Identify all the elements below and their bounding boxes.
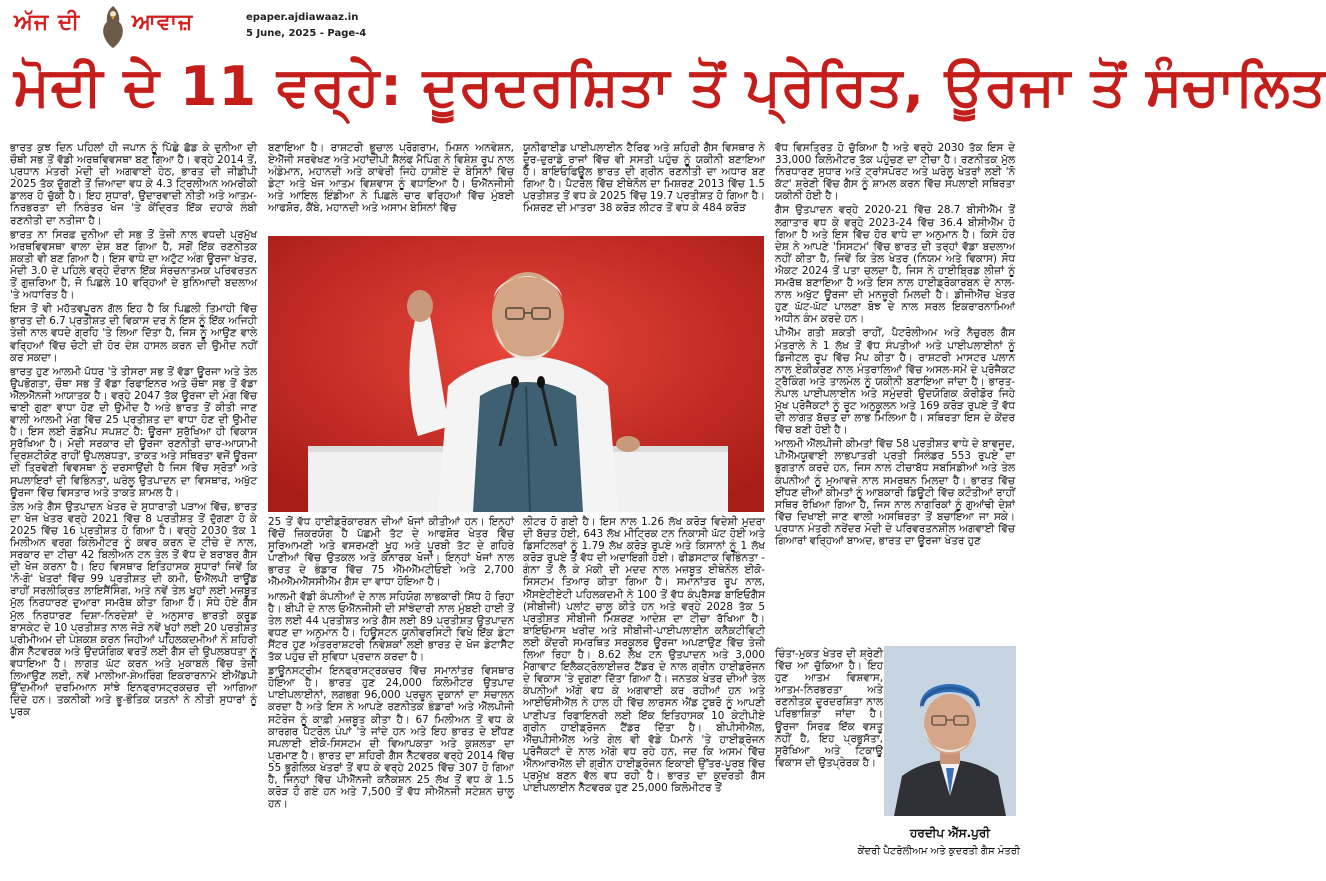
- paragraph: ਆਲਮੀ ਵੱਡੀ ਕੰਪਨੀਆਂ ਦੇ ਨਾਲ ਸਹਿਯੋਗ ਲਾਭਕਾਰੀ ਸਿੱਧ ਹੋ ਰਿਹਾ ਹੈ। ਬੀਪੀ ਦੇ ਨਾਲ ਓਐੱਨਜੀਸੀ ਦੀ ਸਾਂਝੇਦਾਰੀ ਨਾਲ ਮੁੰਬਈ ਹਾਈ ਤੋਂ ਤੇਲ ਲਈ 44 ਪ੍ਰਤੀਸ਼ਤ ਅਤੇ ਗੈਸ ਲਈ 89 ਪ੍ਰਤੀਸ਼ਤ ਉਤਪਾਦਨ ਵਧਣ ਦਾ ਅਨੁਮਾਨ ਹੈ। ਹਿਊਸਟਨ ਯੂਨੀਵਰਸਿਟੀ ਵਿਖੇ ਇੱਕ ਡੇਟਾ ਸੈਂਟਰ ਹੁਣ ਅੰਤਰਰਾਸ਼ਟਰੀ ਨਿਵੇਸ਼ਕਾਂ ਲਈ ਭਾਰਤ ਦੇ ਖੋਜ ਡੇਟਾਸੈੱਟ ਤੱਕ ਪਹੁੰਚ ਦੀ ਸੁਵਿਧਾ ਪ੍ਰਦਾਨ ਕਰਦਾ ਹੈ।: [268, 590, 514, 664]
- masthead-url[interactable]: epaper.ajdiawaaz.in: [246, 12, 359, 23]
- paragraph: ਡਾਊਨਸਟ੍ਰੀਮ ਇਨਫ੍ਰਾਸਟ੍ਰਕਚਰ ਵਿੱਚ ਸਮਾਨਾਂਤਰ ਵਿਸਥਾਰ ਹੋਇਆ ਹੈ। ਭਾਰਤ ਹੁਣ 24,000 ਕਿਲੋਮੀਟਰ ਉਤਪਾਦ ਪਾਈਪਲਾਈਨਾਂ, ਲਗਭਗ 96,000 ਪ੍ਰਚੂਨ ਦੁਕਾਨਾਂ ਦਾ ਸੰਚਾਲਨ ਕਰਦਾ ਹੈ ਅਤੇ ਇਸ ਨੇ ਆਪਣੇ ਰਣਨੀਤਕ ਭੰਡਾਰਾਂ ਅਤੇ ਐੱਲਪੀਜੀ ਸਟੋਰੇਜ ਨੂੰ ਕਾਫ਼ੀ ਮਜ਼ਬੂਤ ਕੀਤਾ ਹੈ। 67 ਮਿਲੀਅਨ ਤੋਂ ਵਧ ਕੇ ਕਾਰਗਰ ਪੈਟਰੋਲ ਪੰਪਾਂ 'ਤੇ ਜਾਂਦੇ ਹਨ ਅਤੇ ਇਹ ਭਾਰਤ ਦੇ ਈਂਧਣ ਸਪਲਾਈ ਈਕੋ-ਸਿਸਟਮ ਦੀ ਵਿਆਪਕਤਾ ਅਤੇ ਕੁਸ਼ਲਤਾ ਦਾ ਪ੍ਰਮਾਣ ਹੈ। ਭਾਰਤ ਦਾ ਸ਼ਹਿਰੀ ਗੈਸ ਨੈੱਟਵਰਕ ਵਰ੍ਹੇ 2014 ਵਿੱਚ 55 ਭੂਗੋਲਿਕ ਖੇਤਰਾਂ ਤੋਂ ਵਧ ਕੇ ਵਰ੍ਹੇ 2025 ਵਿੱਚ 307 ਹੋ ਗਿਆ ਹੈ, ਜਿਨ੍ਹਾਂ ਵਿੱਚ ਪੀਐੱਨਜੀ ਕਨੈਕਸ਼ਨ 25 ਲੱਖ ਤੋਂ ਵਧ ਕੇ 1.5 ਕਰੋੜ ਹੋ ਗਏ ਹਨ ਅਤੇ 7,500 ਤੋਂ ਵੱਧ ਸੀਐੱਨਜੀ ਸਟੇਸ਼ਨ ਚਾਲੂ ਹਨ।: [268, 665, 514, 811]
- masthead: [14, 6, 434, 56]
- pm-speech-photo: [268, 236, 764, 512]
- article-column-3-bottom: [523, 516, 765, 874]
- paragraph: ਤੇਲ ਅਤੇ ਗੈਸ ਉਤਪਾਦਨ ਖੇਤਰ ਦੇ ਸੁਧਾਰਾਤੀ ਪੜਾਅ ਵਿੱਚ, ਭਾਰਤ ਦਾ ਖੋਜ ਖੇਤਰ ਵਰ੍ਹੇ 2021 ਵਿੱਚ 8 ਪ੍ਰਤੀਸ਼ਤ ਤੋਂ ਦੁੱਗਣਾ ਹੋ ਕੇ 2025 ਵਿੱਚ 16 ਪ੍ਰਤੀਸ਼ਤ ਹੋ ਗਿਆ ਹੈ। ਵਰ੍ਹੇ 2030 ਤੱਕ 1 ਮਿਲੀਅਨ ਵਰਗ ਕਿਲੋਮੀਟਰ ਨੂੰ ਕਵਰ ਕਰਨ ਦੇ ਟੀਚੇ ਦੇ ਨਾਲ, ਸਰਕਾਰ ਦਾ ਟੀਚਾ 42 ਬਿਲੀਅਨ ਟਨ ਤੇਲ ਤੋਂ ਵੱਧ ਦੇ ਬਰਾਬਰ ਗੈਸ ਦੀ ਖੋਜ ਕਰਨਾ ਹੈ। ਇਹ ਵਿਸਥਾਰ ਇਤਿਹਾਸਕ ਸੁਧਾਰਾਂ ਜਿਵੇਂ ਕਿ 'ਨੋ-ਗੋ' ਖੇਤਰਾਂ ਵਿੱਚ 99 ਪ੍ਰਤੀਸ਼ਤ ਦੀ ਕਮੀ, ਓਐੱਲਪੀ ਰਾਊਂਡ ਰਾਹੀਂ ਸਰਲੀਕ੍ਰਿਤ ਲਾਇਸੈਂਸਿੰਗ, ਅਤੇ ਨਵੇਂ ਤੇਲ ਖੂਹਾਂ ਲਈ ਮਜ਼ਬੂਤ ਮੁੱਲ ਨਿਰਧਾਰਣ ਦੁਆਰਾ ਸਮਰੱਥ ਕੀਤਾ ਗਿਆ ਹੈ। ਸੋਧੇ ਹੋਏ ਗੈਸ ਮੁੱਲ ਨਿਰਧਾਰਣ ਦਿਸ਼ਾ-ਨਿਰਦੇਸ਼ਾਂ ਦੇ ਅਨੁਸਾਰ ਭਾਰਤੀ ਕਰੂਡ ਬਾਸਕੇਟ ਦੇ 10 ਪ੍ਰਤੀਸ਼ਤ ਨਾਲ ਜੋੜੇ ਨਵੇਂ ਖੂਹਾਂ ਲਈ 20 ਪ੍ਰਤੀਸ਼ਤ ਪ੍ਰੀਮੀਅਮ ਦੀ ਪੇਸ਼ਕਸ਼ ਕਰਨ ਜਿਹੀਆਂ ਪਹਿਲਕਦਮੀਆਂ ਨੇ ਸ਼ਹਿਰੀ ਗੈਸ ਨੈੱਟਵਰਕ ਅਤੇ ਉਦਯੋਗਿਕ ਵਰਤੋਂ ਲਈ ਗੈਸ ਦੀ ਉਪਲਬਧਤਾ ਨੂੰ ਵਧਾਇਆ ਹੈ। ਲਾਗਤ ਘੱਟ ਕਰਨ ਅਤੇ ਮੁਕਾਬਲੇ ਵਿੱਚ ਤੇਜ਼ੀ ਲਿਆਉਣ ਲਈ, ਨਵੇਂ ਮਾਲੀਆ-ਸ਼ੇਅਰਿੰਗ ਇਕਰਾਰਨਾਮੇ ਈਐਂਡਪੀ ਉੱਦਮੀਆਂ ਦਰਮਿਆਨ ਸਾਂਝੇ ਇਨਫ੍ਰਾਸਟ੍ਰਕਚਰ ਦੀ ਆਗਿਆ ਦਿੰਦੇ ਹਨ। ਤਕਨੀਕੀ ਅਤੇ ਭੂ-ਭੌਤਿਕ ਯਤਨਾਂ ਨੇ ਨੀਤੀ ਸੁਧਾਰਾਂ ਨੂੰ ਪੂਰਕ: [10, 500, 257, 719]
- paragraph: 25 ਤੋਂ ਵੱਧ ਹਾਈਡ੍ਰੋਕਾਰਬਨ ਦੀਆਂ ਖੋਜਾਂ ਕੀਤੀਆਂ ਹਨ। ਇਨ੍ਹਾਂ ਵਿੱਚੋਂ ਜ਼ਿਕਰਯੋਗ ਹੈ ਪੱਛਮੀ ਤੱਟ ਦੇ ਆਫਸ਼ੋਰ ਖੇਤਰ ਵਿੱਚ ਸੂਰਿਆਮਣੀ ਅਤੇ ਵਸਰਮਣੀ ਖੂਹ ਅਤੇ ਪੂਰਬੀ ਤੱਟ ਦੇ ਗਹਿਰੇ ਪਾਣੀਆਂ ਵਿੱਚ ਉਤਕਲ ਅਤੇ ਕੋਨਾਰਕ ਖੋਜਾਂ। ਇਨ੍ਹਾਂ ਖੋਜਾਂ ਨਾਲ ਭਾਰਤ ਦੇ ਭੰਡਾਰ ਵਿੱਚ 75 ਐੱਮਐੱਮਟੀਓਈ ਅਤੇ 2,700 ਐੱਮਐੱਮਐੱਸਸੀਐੱਮ ਗੈਸ ਦਾ ਵਾਧਾ ਹੋਇਆ ਹੈ।: [268, 516, 514, 589]
- article-column-1: [10, 142, 257, 874]
- pm-speech-illustration: [268, 236, 764, 512]
- paragraph: ਭਾਰਤ ਹੁਣ ਆਲਮੀ ਪੱਧਰ 'ਤੇ ਤੀਸਰਾ ਸਭ ਤੋਂ ਵੱਡਾ ਊਰਜਾ ਅਤੇ ਤੇਲ ਉਪਭੋਗਤਾ, ਚੌਥਾ ਸਭ ਤੋਂ ਵੱਡਾ ਰਿਫਾਇਨਰ ਅਤੇ ਚੌਥਾ ਸਭ ਤੋਂ ਵੱਡਾ ਐੱਲਐੱਨਜੀ ਆਯਾਤਕ ਹੈ। ਵਰ੍ਹੇ 2047 ਤੱਕ ਊਰਜਾ ਦੀ ਮੰਗ ਵਿੱਚ ਢਾਈ ਗੁਣਾ ਵਾਧਾ ਹੋਣ ਦੀ ਉਮੀਦ ਹੈ ਅਤੇ ਭਾਰਤ ਤੋਂ ਕੀਤੀ ਜਾਣ ਵਾਲੀ ਆਲਮੀ ਮੰਗ ਵਿੱਚ 25 ਪ੍ਰਤੀਸ਼ਤ ਦਾ ਵਾਧਾ ਹੋਣ ਦੀ ਉਮੀਦ ਹੈ। ਇਸ ਲਈ ਰੋਡਮੈਪ ਸਪਸ਼ਟ ਹੈ: ਊਰਜਾ ਸੁਰੱਖਿਆ ਹੀ ਵਿਕਾਸ ਸੁਰੱਖਿਆ ਹੈ। ਮੋਦੀ ਸਰਕਾਰ ਦੀ ਊਰਜਾ ਰਣਨੀਤੀ ਚਾਰ-ਆਯਾਮੀ ਦ੍ਰਿਸ਼ਟੀਕੋਣ ਰਾਹੀਂ ਉਪਲਬਧਤਾ, ਤਾਕਤ ਅਤੇ ਸਥਿਰਤਾ ਵਜੋਂ ਊਰਜਾ ਦੀ ਤ੍ਰਿਵੇਣੀ ਵਿਵਸਥਾ ਨੂੰ ਦਰਸਾਉਂਦੀ ਹੈ ਜਿਸ ਵਿੱਚ ਸ੍ਰੋਤਾਂ ਅਤੇ ਸਪਲਾਇਰਾਂ ਦੀ ਵਿਭਿੰਨਤਾ, ਘਰੇਲੂ ਉਤਪਾਦਨ ਦਾ ਵਿਸਥਾਰ, ਅਖੁੱਟ ਊਰਜਾ ਵਿੱਚ ਵਿਸਤਾਰ ਅਤੇ ਤਾਕਤ ਸ਼ਾਮਲ ਹੈ।: [10, 365, 257, 499]
- paragraph: ਆਲਮੀ ਐੱਲਪੀਜੀ ਕੀਮਤਾਂ ਵਿੱਚ 58 ਪ੍ਰਤੀਸ਼ਤ ਵਾਧੇ ਦੇ ਬਾਵਜੂਦ, ਪੀਐੱਮਯੂਵਾਈ ਲਾਭਪਾਤਰੀ ਪ੍ਰਤੀ ਸਿਲੰਡਰ 553 ਰੁਪਏ ਦਾ ਭੁਗਤਾਨ ਕਰਦੇ ਹਨ, ਜਿਸ ਨਾਲ ਟੀਚਾਬੱਧ ਸਬਸਿਡੀਆਂ ਅਤੇ ਤੇਲ ਕੰਪਨੀਆਂ ਨੂੰ ਮੁਆਵਜ਼ੇ ਨਾਲ ਸਮਰਥਨ ਮਿਲਦਾ ਹੈ। ਭਾਰਤ ਵਿੱਚ ਈਂਧਣ ਦੀਆਂ ਕੀਮਤਾਂ ਨੂੰ ਆਬਕਾਰੀ ਡਿਊਟੀ ਵਿੱਚ ਕਟੌਤੀਆਂ ਰਾਹੀਂ ਸਥਿਰ ਰੱਖਿਆ ਗਿਆ ਹੈ, ਜਿਸ ਨਾਲ ਨਾਗਰਿਕਾਂ ਨੂੰ ਗੁਆਂਢੀ ਦੇਸ਼ਾਂ ਵਿੱਚ ਦਿਖਾਈ ਜਾਣ ਵਾਲੀ ਅਸਥਿਰਤਾ ਤੋਂ ਬਚਾਇਆ ਜਾ ਸਕੇ। ਪ੍ਰਧਾਨ ਮੰਤਰੀ ਨਰੇਂਦਰ ਮੋਦੀ ਦੇ ਪਰਿਵਰਤਨਸ਼ੀਲ ਅਗਵਾਈ ਵਿੱਚ ਗਿਆਰਾਂ ਵਰ੍ਹਿਆਂ ਬਾਅਦ, ਭਾਰਤ ਦਾ ਊਰਜਾ ਖੇਤਰ ਹੁਣ: [775, 438, 1015, 547]
- author-photo: [884, 646, 1016, 816]
- article-column-4-bottom: [775, 648, 883, 818]
- article-column-2-top: [268, 142, 514, 234]
- paragraph: ਗੈਸ ਉਤਪਾਦਨ ਵਰ੍ਹੇ 2020-21 ਵਿੱਚ 28.7 ਬੀਸੀਐੱਮ ਤੋਂ ਲਗਾਤਾਰ ਵਧ ਕੇ ਵਰ੍ਹੇ 2023-24 ਵਿੱਚ 36.4 ਬੀਸੀਐੱਮ ਹੋ ਗਿਆ ਹੈ ਅਤੇ ਇਸ ਵਿੱਚ ਹੋਰ ਵਾਧੇ ਦਾ ਅਨੁਮਾਨ ਹੈ। ਕਿਸੇ ਹੋਰ ਦੇਸ਼ ਨੇ ਆਪਣੇ 'ਸਿਸਟਮ' ਵਿੱਚ ਭਾਰਤ ਦੀ ਤਰ੍ਹਾਂ ਵੱਡਾ ਬਦਲਾਅ ਨਹੀਂ ਕੀਤਾ ਹੈ, ਜਿਵੇਂ ਕਿ ਤੇਲ ਖੇਤਰ (ਨਿਯਮ ਅਤੇ ਵਿਕਾਸ) ਸੋਧ ਐਕਟ 2024 ਤੋਂ ਪਤਾ ਚਲਦਾ ਹੈ, ਜਿਸ ਨੇ ਹਾਈਬ੍ਰਿਡ ਲੀਜ਼ਾਂ ਨੂੰ ਸਮਰੱਥ ਬਣਾਇਆ ਹੈ ਅਤੇ ਇਸ ਨਾਲ ਹਾਈਡ੍ਰੋਕਾਰਬਨ ਦੇ ਨਾਲ-ਨਾਲ ਅਖੁੱਟ ਊਰਜਾ ਦੀ ਮਨਜ਼ੂਰੀ ਮਿਲਦੀ ਹੈ। ਡੀਜੀਐੱਚ ਖੇਤਰ ਹੁਣ ਘੱਟ-ਘੱਟ ਪਾਲਣਾ ਬੋਝ ਦੇ ਨਾਲ ਸਰਲ ਇਕਰਾਰਨਾਮਿਆਂ ਅਧੀਨ ਕੰਮ ਕਰਦੇ ਹਨ।: [775, 204, 1015, 326]
- paragraph: ਲੀਟਰ ਹੋ ਗਈ ਹੈ। ਇਸ ਨਾਲ 1.26 ਲੱਖ ਕਰੋੜ ਵਿਦੇਸ਼ੀ ਮੁਦਰਾ ਦੀ ਬੱਚਤ ਹੋਈ, 643 ਲੱਖ ਮੀਟ੍ਰਿਕ ਟਨ ਨਿਕਾਸੀ ਘੱਟ ਹੋਈ ਅਤੇ ਡਿਸਟਿਲਰਾਂ ਨੂੰ 1.79 ਲੱਖ ਕਰੋੜ ਰੁਪਏ ਅਤੇ ਕਿਸਾਨਾਂ ਨੂੰ 1 ਲੱਖ ਕਰੋੜ ਰੁਪਏ ਤੋਂ ਵੱਧ ਦੀ ਅਦਾਇਗੀ ਹੋਈ। ਫੀਡਸਟਾਕ ਵਿਭਿੰਨਤਾ - ਗੰਨਾ ਤੋਂ ਲੈ ਕੇ ਮੱਕੀ ਦੀ ਮਦਦ ਨਾਲ ਮਜ਼ਬੂਤ ਈਥੇਨੌਲ ਈਕੋ-ਸਿਸਟਮ ਤਿਆਰ ਕੀਤਾ ਗਿਆ ਹੈ। ਸਮਾਨਾਂਤਰ ਰੂਪ ਨਾਲ, ਐੱਸਏਟੀਏਟੀ ਪਹਿਲਕਦਮੀ ਨੇ 100 ਤੋਂ ਵੱਧ ਕੰਪ੍ਰੈਸਡ ਬਾਇਓਗੈਸ (ਸੀਬੀਜੀ) ਪਲਾਂਟ ਚਾਲੂ ਕੀਤੇ ਹਨ ਅਤੇ ਵਰ੍ਹੇ 2028 ਤੱਕ 5 ਪ੍ਰਤੀਸ਼ਤ ਸੀਬੀਜੀ ਮਿਸ਼ਰਣ ਆਦੇਸ਼ ਦਾ ਟੀਚਾ ਰੱਖਿਆ ਹੈ। ਬਾਇਓਮਾਸ ਖਰੀਦ ਅਤੇ ਸੀਬੀਜੀ-ਪਾਈਪਲਾਈਨ ਕਨੈਕਟੀਵਿਟੀ ਲਈ ਕੇਂਦਰੀ ਸਮਰਥਿਤ ਸਰਕੂਲਰ ਊਰਜਾ ਅਪਣਾਉਣ ਵਿੱਚ ਤੇਜ਼ੀ ਲਿਆ ਰਿਹਾ ਹੈ। 8.62 ਲੱਖ ਟਨ ਉਤਪਾਦਨ ਅਤੇ 3,000 ਮੈਗਾਵਾਟ ਇਲੈਕਟ੍ਰੋਲਾਈਜ਼ਰ ਟੈਂਡਰ ਦੇ ਨਾਲ ਗ੍ਰੀਨ ਹਾਈਡ੍ਰੋਜਨ ਦੇ ਵਿਕਾਸ 'ਤੇ ਦੁਗਣਾ ਦਿੱਤਾ ਗਿਆ ਹੈ। ਜਨਤਕ ਖੇਤਰ ਦੀਆਂ ਤੇਲ ਕੰਪਨੀਆਂ ਅੱਗੇ ਵਧ ਕੇ ਅਗਵਾਈ ਕਰ ਰਹੀਆਂ ਹਨ ਅਤੇ ਆਈਓਸੀਐੱਲ ਨੇ ਹਾਲ ਹੀ ਵਿੱਚ ਲਾਰਸਨ ਐਂਡ ਟੂਬਰੋ ਨੂੰ ਆਪਣੀ ਪਾਣੀਪਤ ਰਿਫਾਇਨਰੀ ਲਈ ਇੱਕ ਇਤਿਹਾਸਕ 10 ਕੇਟੀਪੀਏ ਗ੍ਰੀਨ ਹਾਈਡ੍ਰੋਜਨ ਟੈਂਡਰ ਦਿੱਤਾ ਹੈ। ਬੀਪੀਸੀਐੱਲ, ਐੱਚਪੀਸੀਐੱਲ ਅਤੇ ਗੇਲ ਵੀ ਵੱਡੇ ਪੈਮਾਨੇ 'ਤੇ ਹਾਈਡ੍ਰੋਜਨ ਪ੍ਰੋਜੈਕਟਾਂ ਦੇ ਨਾਲ ਅੱਗੇ ਵਧ ਰਹੇ ਹਨ, ਜਦ ਕਿ ਅਸਮ ਵਿੱਚ ਐੱਨਆਰਐੱਲ ਦੀ ਗ੍ਰੀਨ ਹਾਈਡ੍ਰੋਜਨ ਇਕਾਈ ਉੱਤਰ-ਪੂਰਬ ਵਿੱਚ ਪ੍ਰਮੁੱਖ ਬਣਨ ਵੱਲ ਵਧ ਰਹੀ ਹੈ। ਭਾਰਤ ਦਾ ਕੁਦਰਤੀ ਗੈਸ ਪਾਈਪਲਾਈਨ ਨੈੱਟਵਰਕ ਹੁਣ 25,000 ਕਿਲੋਮੀਟਰ ਤੋਂ: [523, 516, 765, 795]
- paragraph: ਯੂਨੀਫਾਈਡ ਪਾਈਪਲਾਈਨ ਟੈਰਿਫ ਅਤੇ ਸ਼ਹਿਰੀ ਗੈਸ ਵਿਸਥਾਰ ਨੇ ਦੂਰ-ਦੁਰਾਡੇ ਰਾਜਾਂ ਵਿੱਚ ਵੀ ਸਸਤੀ ਪਹੁੰਚ ਨੂੰ ਯਕੀਨੀ ਬਣਾਇਆ ਹੈ। ਬਾਇਓਫਿਊਲ ਭਾਰਤ ਦੀ ਗ੍ਰੀਨ ਰਣਨੀਤੀ ਦਾ ਅਧਾਰ ਬਣ ਗਿਆ ਹੈ। ਪੈਟਰੋਲ ਵਿੱਚ ਈਥੇਨੌਲ ਦਾ ਮਿਸ਼ਰਣ 2013 ਵਿੱਚ 1.5 ਪ੍ਰਤੀਸ਼ਤ ਤੋਂ ਵਧ ਕੇ 2025 ਵਿੱਚ 19.7 ਪ੍ਰਤੀਸ਼ਤ ਹੋ ਗਿਆ ਹੈ। ਮਿਸ਼ਰਣ ਦੀ ਮਾਤਰਾ 38 ਕਰੋੜ ਲੀਟਰ ਤੋਂ ਵਧ ਕੇ 484 ਕਰੋੜ: [523, 142, 765, 215]
- paragraph: ਚਿੰਤਾ-ਮੁਕਤ ਖੇਤਰ ਦੀ ਸ਼੍ਰੇਣੀ ਵਿੱਚ ਆ ਚੁੱਕਿਆ ਹੈ। ਇਹ ਹੁਣ ਆਤਮ ਵਿਸ਼ਵਾਸ, ਆਤਮ-ਨਿਰਭਰਤਾ ਅਤੇ ਰਣਨੀਤਕ ਦੂਰਦਰਸ਼ਿਤਾ ਨਾਲ ਪਰਿਭਾਸ਼ਿਤਾ ਜਾਂਦਾ ਹੈ। ਊਰਜਾ ਸਿਰਫ਼ ਇੱਕ ਵਸਤੂ ਨਹੀਂ ਹੈ, ਇਹ ਪ੍ਰਭੁਸੱਤਾ, ਸੁਰੱਖਿਆ ਅਤੇ ਟਿਕਾਊ ਵਿਕਾਸ ਦੀ ਉਤਪ੍ਰੇਰਕ ਹੈ।: [775, 648, 883, 769]
- masthead-date-page: 5 June, 2025 - Page-4: [246, 28, 367, 39]
- article-headline: ਮੋਦੀ ਦੇ 11 ਵਰ੍ਹੇ: ਦੂਰਦਰਸ਼ਿਤਾ ਤੋਂ ਪ੍ਰੇਰਿਤ, ਊਰਜਾ ਤੋਂ ਸੰਚਾਲਿਤ: [14, 55, 1326, 118]
- author-name: ਹਰਦੀਪ ਐੱਸ.ਪੁਰੀ: [910, 826, 990, 840]
- paragraph: ਬਣਾਇਆ ਹੈ। ਰਾਸ਼ਟਰੀ ਭੂਚਾਲ ਪ੍ਰੋਗਰਾਮ, ਮਿਸ਼ਨ ਅਨਵੇਸ਼ਨ, ਏਐੱਜੀ ਸਰਵੇਖਣ ਅਤੇ ਮਹਾਂਦੀਪੀ ਸ਼ੈਲਫ ਮੈਪਿੰਗ ਨੇ ਵਿਸ਼ੇਸ਼ ਰੂਪ ਨਾਲ ਅੰਡੇਮਾਨ, ਮਹਾਨਦੀ ਅਤੇ ਕਾਵੇਰੀ ਜਿਹੇ ਹਾਸ਼ੀਏ ਦੇ ਬੇਸਿਨਾਂ ਵਿੱਚ ਡੇਟਾ ਅਤੇ ਖੋਜ ਆਤਮ ਵਿਸ਼ਵਾਸ ਨੂੰ ਵਧਾਇਆ ਹੈ। ਓਐੱਨਜੀਸੀ ਅਤੇ ਆਇਲ ਇੰਡੀਆ ਨੇ ਪਿਛਲੇ ਚਾਰ ਵਰ੍ਹਿਆਂ ਵਿੱਚ ਮੁੰਬਈ ਆਫਸ਼ੋਰ, ਕੈਂਬੇ, ਮਹਾਨਦੀ ਅਤੇ ਅਸਾਮ ਬੇਸਿਨਾਂ ਵਿੱਚ: [268, 142, 514, 215]
- paragraph: ਵੱਧ ਵਿਸਤ੍ਰਿਤ ਹੋ ਚੁੱਕਿਆ ਹੈ ਅਤੇ ਵਰ੍ਹੇ 2030 ਤੱਕ ਇਸ ਦੇ 33,000 ਕਿਲੋਮੀਟਰ ਤੱਕ ਪਹੁੰਚਣ ਦਾ ਟੀਚਾ ਹੈ। ਰਣਨੀਤਕ ਮੁੱਲ ਨਿਰਧਾਰਣ ਸੁਧਾਰ ਅਤੇ ਟ੍ਰਾਂਸਪੋਰਟ ਅਤੇ ਘਰੇਲੂ ਖੇਤਰਾਂ ਲਈ 'ਨੋ ਕੱਟ' ਸ਼੍ਰੇਣੀ ਵਿੱਚ ਗੈਸ ਨੂੰ ਸ਼ਾਮਲ ਕਰਨ ਵਿੱਚ ਸਪਲਾਈ ਸਥਿਰਤਾ ਯਕੀਨੀ ਹੋਈ ਹੈ।: [775, 142, 1015, 203]
- masthead-name-part2: ਆਵਾਜ਼: [132, 10, 194, 35]
- paragraph: ਇਸ ਤੋਂ ਵੀ ਮਹੱਤਵਪੂਰਨ ਗੱਲ ਇਹ ਹੈ ਕਿ ਪਿਛਲੀ ਤਿਮਾਹੀ ਵਿੱਚ ਭਾਰਤ ਦੀ 6.7 ਪ੍ਰਤੀਸ਼ਤ ਦੀ ਵਿਕਾਸ ਦਰ ਨੇ ਇਸ ਨੂੰ ਇੱਕ ਅਜਿਹੀ ਤੇਜ਼ੀ ਨਾਲ ਵਧਦੇ ਗ੍ਰਹਿ 'ਤੇ ਲਿਆ ਦਿੱਤਾ ਹੈ, ਜਿਸ ਨੂੰ ਆਉਣ ਵਾਲੇ ਵਰ੍ਹਿਆਂ ਵਿੱਚ ਚੋਟੀ ਦੀ ਹੋਰ ਦੇਸ਼ ਹਾਸਲ ਕਰਨ ਦੀ ਉਮੀਦ ਨਹੀਂ ਕਰ ਸਕਦਾ।: [10, 303, 257, 364]
- author-portrait-illustration: [884, 646, 1016, 816]
- paragraph: ਭਾਰਤ ਕੁਝ ਦਿਨ ਪਹਿਲਾਂ ਹੀ ਜਪਾਨ ਨੂੰ ਪਿੱਛੇ ਛੱਡ ਕੇ ਦੁਨੀਆ ਦੀ ਚੌਥੀ ਸਭ ਤੋਂ ਵੱਡੀ ਅਰਥਵਿਵਸਥਾ ਬਣ ਗਿਆ ਹੈ। ਵਰ੍ਹੇ 2014 ਤੋਂ, ਪ੍ਰਧਾਨ ਮੰਤਰੀ ਮੋਦੀ ਦੀ ਅਗਵਾਈ ਹੇਠ, ਭਾਰਤ ਦੀ ਜੀਡੀਪੀ 2025 ਤੱਕ ਦੁੱਗਣੀ ਤੋਂ ਜ਼ਿਆਦਾ ਵਧ ਕੇ 4.3 ਟ੍ਰਿਲੀਅਨ ਅਮਰੀਕੀ ਡਾਲਰ ਹੋ ਚੁੱਕੀ ਹੈ। ਇਹ ਸੁਧਾਰਾਂ, ਉਦਾਰਵਾਦੀ ਨੀਤੀ ਅਤੇ ਆਤਮ-ਨਿਰਭਰਤਾ ਦੀ ਨਿਰੰਤਰ ਖੋਜ 'ਤੇ ਕੇਂਦ੍ਰਿਤ ਇੱਕ ਦਹਾਕੇ ਲੰਬੀ ਰਣਨੀਤੀ ਦਾ ਨਤੀਜਾ ਹੈ।: [10, 142, 257, 227]
- article-column-3-top: [523, 142, 765, 234]
- article-column-2-bottom: [268, 516, 514, 874]
- eagle-logo-icon: [98, 4, 128, 50]
- paragraph: ਪੀਐੱਮ ਗਤੀ ਸ਼ਕਤੀ ਰਾਹੀਂ, ਪੈਟਰੋਲੀਅਮ ਅਤੇ ਨੈਚੁਰਲ ਗੈਸ ਮੰਤਰਾਲੇ ਨੇ 1 ਲੱਖ ਤੋਂ ਵੱਧ ਸੰਪਤੀਆਂ ਅਤੇ ਪਾਈਪਲਾਈਨਾਂ ਨੂੰ ਡਿਜੀਟਲ ਰੂਪ ਵਿੱਚ ਮੈਪ ਕੀਤਾ ਹੈ। ਰਾਸ਼ਟਰੀ ਮਾਸਟਰ ਪਲਾਨ ਨਾਲ ਏਕੀਕਰਣ ਨਾਲ ਮੰਤਰਾਲਿਆਂ ਵਿੱਚ ਅਸਲ-ਸਮੇਂ ਦੇ ਪ੍ਰੋਜੈਕਟ ਟ੍ਰੈਕਿੰਗ ਅਤੇ ਤਾਲਮੇਲ ਨੂੰ ਯਕੀਨੀ ਬਣਾਇਆ ਜਾਂਦਾ ਹੈ। ਭਾਰਤ-ਨੇਪਾਲ ਪਾਈਪਲਾਈਨ ਅਤੇ ਸਮੁੰਦਰੀ ਉਦਯੋਗਿਕ ਕੋਰੀਡੋਰ ਜਿਹੇ ਮੁੱਖ ਪ੍ਰੋਜੈਕਟਾਂ ਨੂੰ ਰੂਟ ਅਨੁਕੂਲਨ ਅਤੇ 169 ਕਰੋੜ ਰੁਪਏ ਤੋਂ ਵੱਧ ਦੀ ਲਾਗਤ ਬੱਚਤ ਦਾ ਲਾਭ ਮਿਲਿਆ ਹੈ। ਸਥਿਰਤਾ ਇਸ ਦੇ ਕੇਂਦਰ ਵਿੱਚ ਬਣੀ ਹੋਈ ਹੈ।: [775, 327, 1015, 437]
- author-role: ਕੇਂਦਰੀ ਪੈਟਰੋਲੀਅਮ ਅਤੇ ਕੁਦਰਤੀ ਗੈਸ ਮੰਤਰੀ: [857, 846, 1020, 857]
- masthead-name-part1: ਅੱਜ ਦੀ: [14, 10, 81, 35]
- article-column-4: [775, 142, 1015, 646]
- paragraph: ਭਾਰਤ ਨਾ ਸਿਰਫ਼ ਦੁਨੀਆ ਦੀ ਸਭ ਤੋਂ ਤੇਜ਼ੀ ਨਾਲ ਵਧਦੀ ਪ੍ਰਮੁੱਖ ਅਰਥਵਿਵਸਥਾ ਵਾਲਾ ਦੇਸ਼ ਬਣ ਗਿਆ ਹੈ, ਸਗੋਂ ਇੱਕ ਰਣਨੀਤਕ ਸ਼ਕਤੀ ਵੀ ਬਣ ਗਿਆ ਹੈ। ਇਸ ਵਾਧੇ ਦਾ ਅਟੁੱਟ ਅੰਗ ਊਰਜਾ ਖੇਤਰ, ਮੋਦੀ 3.0 ਦੇ ਪਹਿਲੇ ਵਰ੍ਹੇ ਦੌਰਾਨ ਇੱਕ ਸੰਰਚਨਾਤਮਕ ਪਰਿਵਰਤਨ ਤੋਂ ਗੁਜ਼ਰਿਆ ਹੈ, ਜੋ ਪਿਛਲੇ 10 ਵਰ੍ਹਿਆਂ ਦੇ ਬੁਨਿਆਦੀ ਬਦਲਾਅ 'ਤੇ ਅਧਾਰਿਤ ਹੈ।: [10, 228, 257, 302]
